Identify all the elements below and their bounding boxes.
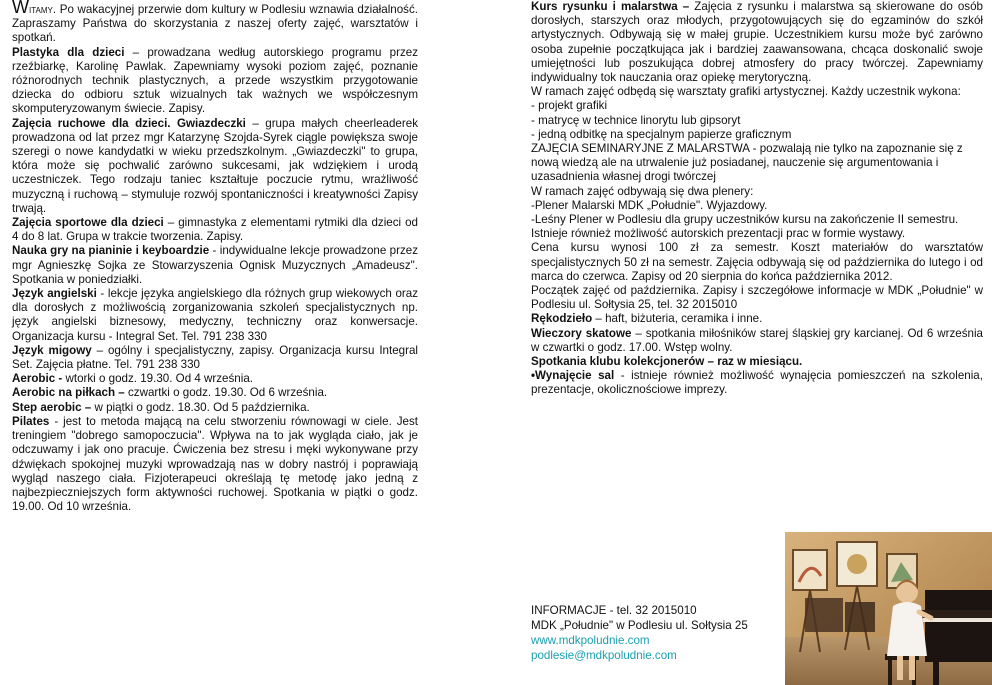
migowy-section	[12, 344, 418, 372]
plastyka-title: Plastyka dla dzieci	[12, 45, 125, 59]
info-phone: INFORMACJE - tel. 32 2015010	[531, 604, 697, 617]
info-address: MDK „Południe" w Podlesiu ul. Sołtysia 25	[531, 619, 748, 632]
contact-info	[531, 603, 781, 663]
kurs-line: ZAJĘCIA SEMINARYJNE Z MALARSTWA - pozwalają nie tylko na zapoznanie się z nową wiedzą ale na utrwalenie już posiadanej, nauczenie się argumentowania i uzasadnienia własnej drogi twórczej	[531, 142, 963, 184]
klub-text: – raz w miesiącu.	[704, 355, 803, 369]
sportowe-text: – gimnastyka z elementami rytmiki dla dzieci od 4 do 8 lat. Grupa w trakcie tworzenia. Zapisy.	[12, 216, 418, 244]
ruchowe-text: – grupa małych cheerleaderek prowadzona od lat przez mgr Katarzynę Szojda-Syrek ciągle powiększa swoje szeregi o nowe kandydatki w wieku przedszkolnym. „Gwiazdeczki" to grupa, która może się pochwalić zarówno sukcesami, jak wdziękiem i urodą uczestniczek. Tego rodzaju taniec kształtuje poczucie rytmu, wrażliwość muzyczną i ruchową – stymuluje rozwój spontaniczności i kreatywności Zapisy trwają.	[12, 116, 418, 215]
aerobic-title: Aerobic -	[12, 372, 63, 386]
photo-illustration	[785, 532, 992, 685]
intro-caps: itamy	[29, 3, 53, 16]
wieczory-text: – spotkania miłośników starej śląskiej gry karcianej. Od 6 września w czwartki o godz. 17.00. Wstęp wolny.	[531, 326, 983, 354]
aerobic-pilki-line	[12, 386, 418, 400]
kurs-text: Zajęcia z rysunku i malarstwa są skierowane do osób dorosłych, starszych oraz młodych, przygotowujących się do egzaminów do szkół artystycznych. Odbywają się w małej grupie. Uczestnikiem kursu może być zarówno osoba zupełnie początkująca jak i bardziej zaawansowana, chcąca doskonalić swoje umiejętności lub poszukująca dobrej atmosfery do pracy twórczej. Zapewniamy indywidualny tok nauczania oraz opiekę merytoryczną.	[531, 0, 984, 85]
step-text: w piątki o godz. 18.30. Od 5 października.	[91, 400, 310, 414]
kurs-line: -Plener Malarski MDK „Południe". Wyjazdowy.	[531, 198, 768, 212]
aerobic-pilki-title: Aerobic na piłkach –	[12, 386, 125, 400]
kurs-line: - matrycę w technice linorytu lub gipsoryt	[531, 113, 741, 127]
website-link[interactable]: www.mdkpoludnie.com	[531, 634, 650, 647]
migowy-text: – ogólny i specjalistyczny, zapisy. Organizacja kursu Integral Set. Zajęcia płatne. Tel. 791 238 330	[12, 343, 418, 372]
right-column	[531, 0, 983, 398]
kurs-line: W ramach zajęć odbędą się warsztaty grafiki artystycznej. Każdy uczestnik wykona:	[531, 85, 961, 99]
ruchowe-title: Zajęcia ruchowe dla dzieci. Gwiazdeczki	[12, 116, 246, 130]
plastyka-section	[12, 46, 418, 117]
poczatek-text: Początek zajęć od października. Zapisy i szczegółowe informacje w MDK „Południe" w Podlesiu ul. Sołtysia 25, tel. 32 2015010	[531, 284, 983, 312]
angielski-section	[12, 287, 418, 344]
migowy-title: Język migowy	[12, 343, 92, 357]
step-section	[12, 401, 418, 415]
ruchowe-section	[12, 117, 418, 216]
sale-text: - istnieje również możliwość wynajęcia pomieszczeń na szkolenia, prezentacje, okolicznościowe imprezy.	[531, 369, 983, 397]
pilates-title: Pilates	[12, 414, 50, 428]
intro-text: . Po wakacyjnej przerwie dom kultury w Podlesiu wznawia działalność. Zapraszamy Państwa do skorzystania z naszej oferty zajęć, warsztatów i spotkań.	[12, 3, 418, 45]
pianino-section	[12, 244, 418, 287]
step-title: Step aerobic –	[12, 400, 92, 414]
aerobic-line	[12, 372, 418, 386]
pilates-text: - jest to metoda mającą na celu stworzeniu równowagi w ciele. Jest treningiem "dobrego samopoczucia". Wpływa na to jak wygląda ciało, jak je odczuwamy i jak ono pracuje. Ćwiczenia bez stresu i męki wykonywane przy dźwiękach spokojnej muzyki wprowadzają nas w dobry nastrój i poprawiają wygląd naszego ciała. Fizjoterapeuci określają tę metodę jako jedną z najbezpieczniejszych form aktywności ruchowej. Spotkania w piątki o godz. 19.00. Od 10 września.	[12, 414, 418, 514]
rekodzielo-title: Rękodzieło	[531, 312, 593, 326]
aerobic-text: wtorki o godz. 19.30. Od 4 września.	[62, 372, 253, 386]
cena-text: Cena kursu wynosi 100 zł za semestr. Koszt materiałów do warsztatów specjalistycznych 50 zł na semestr. Zajęcia odbywają się od października do lutego i od marca do czerwca. Zapisy od 20 sierpnia do końca października 2012.	[531, 241, 983, 283]
wieczory-section	[531, 327, 983, 355]
kurs-title: Kurs rysunku i malarstwa –	[531, 0, 690, 13]
rekodzielo-text: – haft, biżuteria, ceramika i inne.	[592, 312, 763, 326]
kurs-details	[531, 85, 983, 241]
drop-letter: W	[12, 0, 29, 17]
rekodzielo-section	[531, 312, 983, 326]
wieczory-title: Wieczory skatowe	[531, 326, 632, 340]
kurs-line: - jedną odbitkę na specjalnym papierze graficznym	[531, 127, 792, 141]
kurs-line: -Leśny Plener w Podlesiu dla grupy uczestników kursu na zakończenie II semestru.	[531, 213, 959, 227]
kurs-line: - projekt grafiki	[531, 99, 608, 113]
sportowe-section	[12, 216, 418, 244]
kurs-line: W ramach zajęć odbywają się dwa plenery:	[531, 184, 754, 198]
klub-section	[531, 355, 983, 369]
pianino-title: Nauka gry na pianinie i keyboardzie	[12, 244, 210, 258]
angielski-title: Język angielski	[12, 287, 97, 301]
left-column	[12, 0, 418, 514]
email-link[interactable]: podlesie@mdkpoludnie.com	[531, 649, 677, 662]
angielski-text: - lekcje języka angielskiego dla różnych grup wiekowych oraz dla dorosłych z możliwością zorganizowania szkoleń specjalistycznych np. język angielski biznesowy, medyczny, techniczny oraz konwersacje. Organizacja kursu - Integral Set. Tel. 791 238 330	[12, 287, 418, 343]
sale-title: •Wynajęcie sal	[531, 369, 615, 383]
intro-paragraph	[12, 0, 418, 46]
piano-girl-photo	[785, 532, 992, 685]
aerobic-pilki-text: czwartki o godz. 19.30. Od 6 września.	[124, 386, 328, 400]
sale-section	[531, 369, 983, 397]
pilates-section	[12, 415, 418, 514]
klub-title: Spotkania klubu kolekcjonerów	[531, 355, 705, 369]
kurs-line: Istnieje również możliwość autorskich prezentacji prac w formie wystawy.	[531, 227, 906, 241]
plastyka-text: – prowadzana według autorskiego programu przez rzeźbiarkę, Karolinę Pawlak. Zapewniamy wysoki poziom zajęć, poznanie różnorodnych technik plastycznych, a przede wszystkim przygotowanie dziecka do odbioru sztuk wizualnych tak ważnych we współczesnym skomputeryzowanym świecie. Zapisy.	[12, 45, 418, 116]
sportowe-title: Zajęcia sportowe dla dzieci	[12, 216, 164, 230]
kurs-section	[531, 0, 983, 85]
pianino-text: - indywidualne lekcje prowadzone przez mgr Agnieszkę Sojka ze Stowarzyszenia Ognisk Muzycznych „Amadeusz". Spotkania w poniedziałki.	[12, 244, 418, 286]
